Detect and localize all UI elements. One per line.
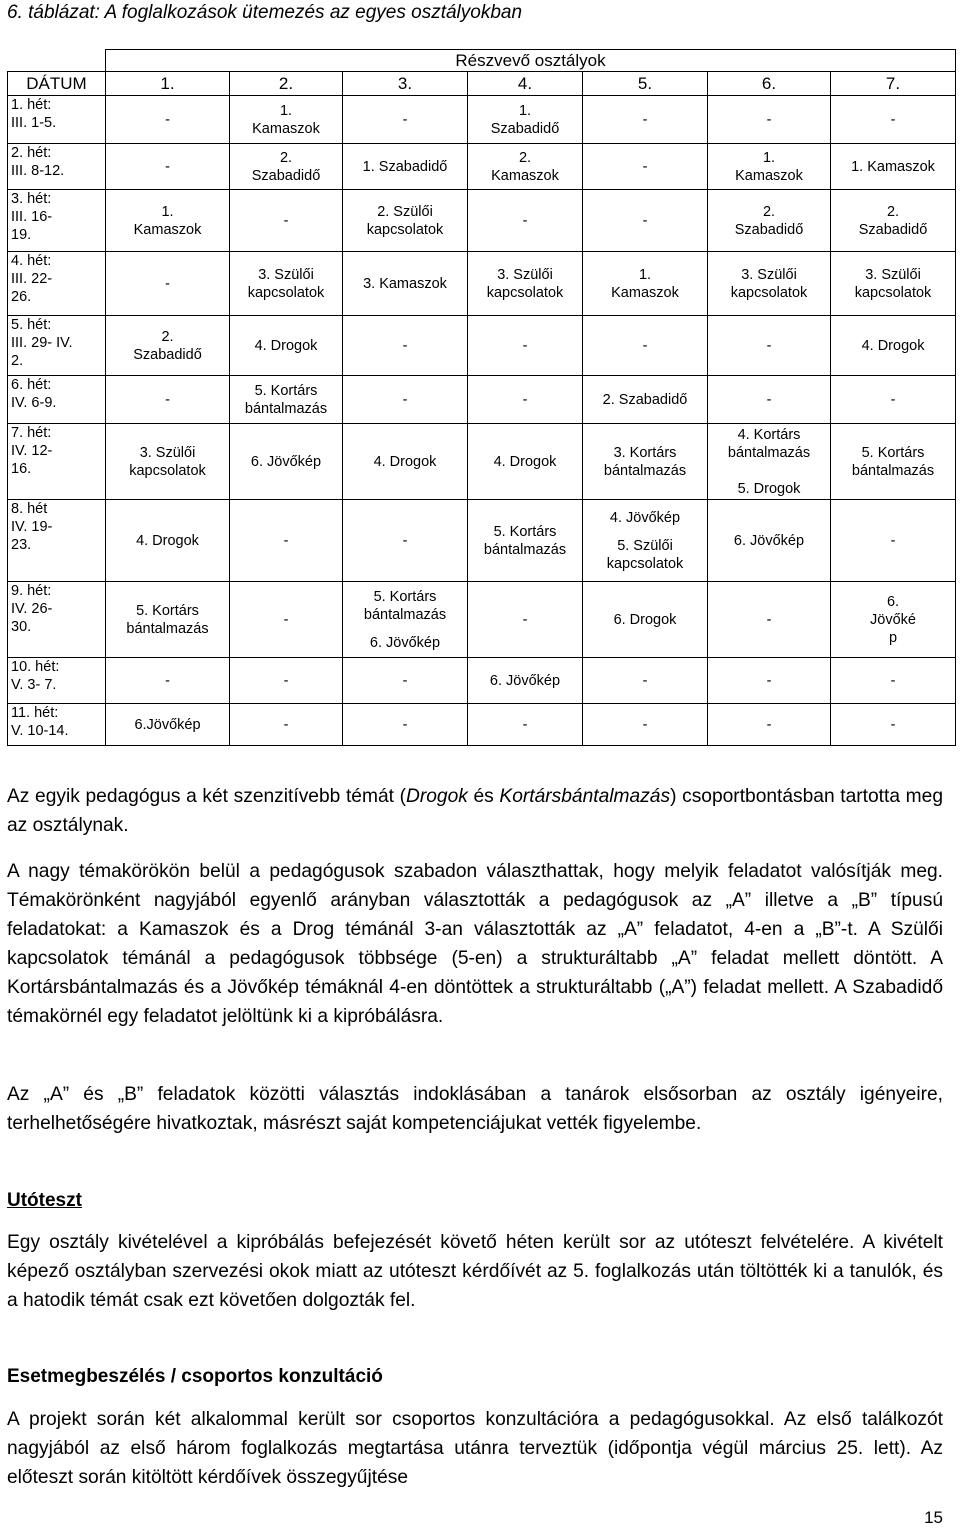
group-header: Részvevő osztályok [106,50,956,72]
table-cell: 5. Kortárs bántalmazás [831,424,956,500]
table-cell: - [230,658,343,704]
class-header: 7. [831,72,956,96]
table-cell: 3. Szülői kapcsolatok [106,424,230,500]
class-header: 4. [468,72,583,96]
date-cell: 2. hét: III. 8-12. [8,144,106,190]
table-cell: 5. Kortárs bántalmazás [230,376,343,424]
table-cell: - [106,376,230,424]
table-cell: 3. Szülői kapcsolatok [708,252,831,316]
emphasis-drogok: Drogok [406,786,468,807]
paragraph-1: Az egyik pedagógus a két szenzitívebb témát (Drogok és Kortársbántalmazás) csoportbontásban tartotta meg az osztálynak. [7,786,943,836]
table-cell: - [583,190,708,252]
table-cell: - [230,500,343,582]
table-cell: 1. Kamaszok [106,190,230,252]
emphasis-kortarsbantalmazas: Kortársbántalmazás [499,786,671,807]
class-header: 1. [106,72,230,96]
table-row [8,316,956,376]
table-cell: - [106,658,230,704]
table-cell: 6. Jövőké p [831,582,956,658]
table-cell: - [708,582,831,658]
table-cell: - [468,190,583,252]
table-cell: 1. Kamaszok [831,144,956,190]
date-cell: 9. hét: IV. 26- 30. [8,582,106,658]
table-cell: - [343,376,468,424]
table-cell: 6. Jövőkép [230,424,343,500]
table-cell: - [106,252,230,316]
table-cell: 4. Drogok [831,316,956,376]
table-cell: - [831,500,956,582]
table-cell: - [230,704,343,746]
table-cell: 5. Kortárs bántalmazás [106,582,230,658]
table-cell: - [343,96,468,144]
table-row [8,500,956,582]
date-cell: 11. hét: V. 10-14. [8,704,106,746]
table-cell: - [468,582,583,658]
table-cell: 4. Kortárs bántalmazás 5. Drogok [708,424,831,500]
table-cell: - [106,96,230,144]
table-cell: 4. Drogok [343,424,468,500]
table-row [8,424,956,500]
class-header: 3. [343,72,468,96]
table-cell: - [831,376,956,424]
table-cell: 3. Szülői kapcsolatok [230,252,343,316]
table-cell: - [230,190,343,252]
table-cell: - [468,316,583,376]
table-row [8,582,956,658]
table-cell: - [831,704,956,746]
date-cell: 5. hét: III. 29- IV. 2. [8,316,106,376]
table-cell: - [230,582,343,658]
table-cell: - [831,658,956,704]
table-caption: 6. táblázat: A foglalkozások ütemezés az egyes osztályokban [7,2,523,23]
paragraph-3: Az „A” és „B” feladatok közötti választás indoklásában a tanárok elsősorban az osztály igényeire, terhelhetőségére hivatkoztak, másrészt saját kompetenciájukat vették figyelembe. [7,1084,943,1134]
table-cell: 2. Szabadidő [230,144,343,190]
table-row [8,144,956,190]
table-cell: - [708,96,831,144]
table-cell: - [583,316,708,376]
table-cell: 3. Kortárs bántalmazás [583,424,708,500]
table-cell: 5. Kortárs bántalmazás 6. Jövőkép [343,582,468,658]
table-row [8,96,956,144]
table-row [8,658,956,704]
class-header: 5. [583,72,708,96]
table-cell: - [708,658,831,704]
table-cell: - [583,704,708,746]
date-cell: 3. hét: III. 16- 19. [8,190,106,252]
date-header: DÁTUM [8,72,106,96]
table-cell: 1. Kamaszok [708,144,831,190]
table-cell: 2. Szülői kapcsolatok [343,190,468,252]
table-cell: 2. Szabadidő [831,190,956,252]
table-cell: - [708,316,831,376]
page-number: 15 [924,1508,943,1527]
table-cell: - [708,704,831,746]
class-header: 6. [708,72,831,96]
table-cell: 4. Drogok [230,316,343,376]
header-row [8,72,956,96]
table-cell: 4. Drogok [468,424,583,500]
table-cell: 6.Jövőkép [106,704,230,746]
table-cell: - [831,96,956,144]
heading-utoteszt: Utóteszt [7,1190,82,1211]
table-corner [8,50,106,72]
table-cell: 2. Kamaszok [468,144,583,190]
table-cell: 3. Szülői kapcsolatok [468,252,583,316]
table-cell: 1. Kamaszok [583,252,708,316]
table-cell: 6. Jövőkép [468,658,583,704]
table-cell: 3. Szülői kapcsolatok [831,252,956,316]
table-cell: - [343,500,468,582]
table-row [8,190,956,252]
table-cell: 5. Kortárs bántalmazás [468,500,583,582]
date-cell: 10. hét: V. 3- 7. [8,658,106,704]
schedule-table [7,49,956,746]
table-cell: - [583,96,708,144]
table-cell: 4. Drogok [106,500,230,582]
table-cell: - [583,144,708,190]
paragraph-4: Egy osztály kivételével a kipróbálás befejezését követő héten került sor az utóteszt felvételére. A kivételt képező osztályban szervezési okok miatt az utóteszt kérdőívét az 5. foglalkozás után töltötték ki a tanulók, és a hatodik témát csak ezt követően dolgozták fel. [7,1232,943,1311]
table-cell: - [468,704,583,746]
table-cell: - [583,658,708,704]
table-row [8,252,956,316]
date-cell: 1. hét: III. 1-5. [8,96,106,144]
table-cell: - [343,316,468,376]
table-cell: 2. Szabadidő [106,316,230,376]
table-row [8,704,956,746]
paragraph-5: A projekt során két alkalommal került sor csoportos konzultációra a pedagógusokkal. Az első találkozót nagyjából az első három foglalkozás megtartása utánra terveztük (időpontja végül március 25. lett). Az előteszt során kitöltött kérdőívek összegyűjtése [7,1409,943,1488]
date-cell: 7. hét: IV. 12- 16. [8,424,106,500]
table-cell: 6. Drogok [583,582,708,658]
table-cell: 6. Jövőkép [708,500,831,582]
table-cell: - [343,704,468,746]
date-cell: 4. hét: III. 22- 26. [8,252,106,316]
class-header: 2. [230,72,343,96]
table-cell: - [343,658,468,704]
paragraph-2: A nagy témakörökön belül a pedagógusok szabadon választhattak, hogy melyik feladatot valósítják meg. Témakörönként nagyjából egyenlő arányban választották a pedagógusok az „A” illetve a „B” típusú feladatokat: a Kamaszok és a Drog témánál 3-an választották az „A” feladatot, 4-en a „B”-t. A Szülői kapcsolatok témánál a pedagógusok többsége (5-en) a strukturáltabb „A” feladat mellett döntött. A Kortársbántalmazás és a Jövőkép témáknál 4-en döntöttek a strukturáltabb („A”) feladat mellett. A Szabadidő témakörnél egy feladatot jelöltünk ki a kipróbálásra. [7,861,943,1027]
table-cell: - [468,376,583,424]
date-cell: 8. hét IV. 19- 23. [8,500,106,582]
table-cell: 3. Kamaszok [343,252,468,316]
table-cell: - [106,144,230,190]
table-cell: 4. Jövőkép 5. Szülői kapcsolatok [583,500,708,582]
table-row [8,376,956,424]
table-cell: 2. Szabadidő [583,376,708,424]
date-cell: 6. hét: IV. 6-9. [8,376,106,424]
table-cell: 1. Szabadidő [343,144,468,190]
table-cell: 2. Szabadidő [708,190,831,252]
table-cell: 1. Szabadidő [468,96,583,144]
heading-esetmegbeszeles: Esetmegbeszélés / csoportos konzultáció [7,1366,383,1387]
table-cell: 1. Kamaszok [230,96,343,144]
table-cell: - [708,376,831,424]
